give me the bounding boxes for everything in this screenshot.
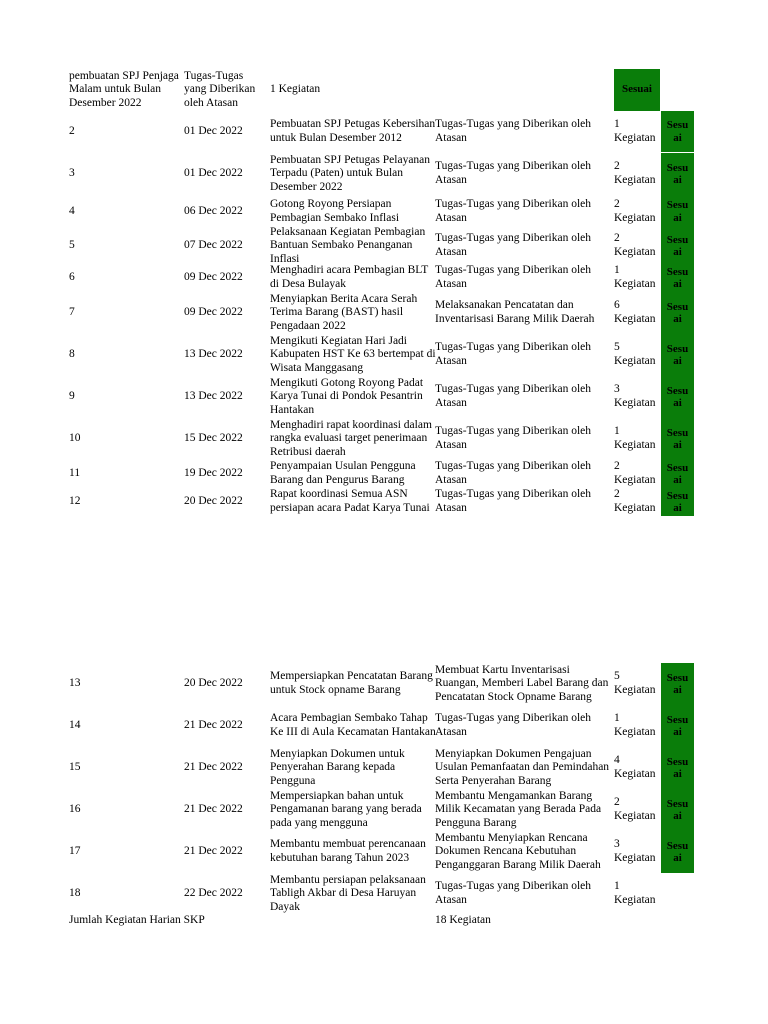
row-task: Tugas-Tugas yang Diberikan oleh Atasan <box>435 232 591 258</box>
row-task: Tugas-Tugas yang Diberikan oleh Atasan <box>435 712 591 738</box>
table-row <box>68 195 698 228</box>
row-date: 19 Dec 2022 <box>184 467 243 480</box>
row-quantity: 5 Kegiatan <box>614 341 656 367</box>
row-task: Membantu Menyiapkan Rencana Dokumen Rencana Kebutuhan Penganggaran Barang Milik Daerah <box>435 831 601 871</box>
row-date: 06 Dec 2022 <box>184 204 243 217</box>
row-quantity: 1 Kegiatan <box>614 117 656 144</box>
status-label: Sesuai <box>666 300 689 325</box>
table-row <box>68 418 698 460</box>
row-task: Tugas-Tugas yang Diberikan oleh Atasan <box>435 425 591 451</box>
row-date: 20 Dec 2022 <box>184 677 243 690</box>
row-quantity: 1 Kegiatan <box>614 264 656 290</box>
table-row <box>68 663 698 705</box>
row-date: 22 Dec 2022 <box>184 887 243 900</box>
table-row <box>68 334 698 376</box>
row-quantity: 2 Kegiatan <box>614 160 656 186</box>
header-row-text: pembuatan SPJ Penjaga Malam untuk Bulan Desember 2022 <box>69 69 179 109</box>
row-task: Tugas-Tugas yang Diberikan oleh Atasan <box>435 197 591 224</box>
header-row-qty: 1 Kegiatan <box>270 83 321 96</box>
status-label: Sesuai <box>666 384 689 409</box>
status-badge <box>661 264 694 292</box>
row-date: 09 Dec 2022 <box>184 306 243 319</box>
row-activity: Mengikuti Gotong Royong Padat Karya Tunai di Pondok Pesantrin Hantakan <box>270 376 424 416</box>
status-label: Sesuai <box>666 233 689 258</box>
table-row <box>68 831 698 873</box>
row-date: 21 Dec 2022 <box>184 803 243 816</box>
row-quantity: 2 Kegiatan <box>614 232 656 258</box>
status-label: Sesuai <box>666 461 689 486</box>
status-label: Sesuai <box>666 713 689 738</box>
row-date: 21 Dec 2022 <box>184 761 243 774</box>
row-number: 10 <box>69 432 81 445</box>
row-number: 9 <box>69 390 75 403</box>
row-number: 18 <box>69 887 81 900</box>
header-row-task: Tugas-Tugas yang Diberikan oleh Atasan <box>184 69 256 109</box>
row-task: Tugas-Tugas yang Diberikan oleh Atasan <box>435 383 591 409</box>
table-row <box>68 225 698 265</box>
status-badge <box>661 747 694 789</box>
row-task: Melaksanakan Pencatatan dan Inventarisasi Barang Milik Daerah <box>435 299 595 325</box>
table-row <box>68 747 698 789</box>
row-number: 3 <box>69 167 75 180</box>
status-badge <box>661 789 694 831</box>
row-task: Tugas-Tugas yang Diberikan oleh Atasan <box>435 488 591 514</box>
status-label: Sesuai <box>666 161 689 186</box>
status-badge <box>661 460 694 488</box>
row-quantity: 1 Kegiatan <box>614 880 656 906</box>
row-task: Tugas-Tugas yang Diberikan oleh Atasan <box>435 264 591 290</box>
status-badge <box>661 334 694 376</box>
row-activity: Mempersiapkan bahan untuk Pengamanan barang yang berada pada yang mengguna <box>270 789 422 829</box>
row-quantity: 2 Kegiatan <box>614 197 656 224</box>
table-row <box>68 111 698 152</box>
footer-label: Jumlah Kegiatan Harian SKP <box>69 914 205 926</box>
row-activity: Menyiapkan Dokumen untuk Penyerahan Barang kepada Pengguna <box>270 747 405 787</box>
row-number: 12 <box>69 495 81 508</box>
table-row <box>68 460 698 488</box>
status-badge <box>661 195 694 228</box>
table-row <box>68 153 698 195</box>
status-badge <box>661 153 694 195</box>
row-date: 09 Dec 2022 <box>184 271 243 284</box>
status-label: Sesuai <box>666 119 689 144</box>
row-number: 14 <box>69 719 81 732</box>
row-number: 17 <box>69 845 81 858</box>
row-activity: Membantu membuat perencanaan kebutuhan barang Tahun 2023 <box>270 838 426 864</box>
row-task: Tugas-Tugas yang Diberikan oleh Atasan <box>435 880 591 906</box>
row-task: Menyiapkan Dokumen Pengajuan Usulan Pemanfaatan dan Pemindahan Serta Penyerahan Barang <box>435 747 610 787</box>
row-number: 15 <box>69 761 81 774</box>
row-task: Tugas-Tugas yang Diberikan oleh Atasan <box>435 460 591 486</box>
header-row <box>68 69 698 111</box>
row-date: 21 Dec 2022 <box>184 845 243 858</box>
header-status-badge <box>614 69 660 111</box>
row-number: 16 <box>69 803 81 816</box>
row-activity: Penyampaian Usulan Pengguna Barang dan Pengurus Barang <box>270 460 416 486</box>
status-badge <box>661 111 694 152</box>
row-date: 01 Dec 2022 <box>184 124 243 137</box>
row-quantity: 6 Kegiatan <box>614 299 656 325</box>
row-quantity: 3 Kegiatan <box>614 383 656 409</box>
row-date: 01 Dec 2022 <box>184 167 243 180</box>
row-number: 11 <box>69 467 81 480</box>
status-badge <box>661 228 694 264</box>
status-label: Sesuai <box>666 199 689 224</box>
status-label: Sesuai <box>666 839 689 864</box>
table-row <box>68 705 698 747</box>
row-quantity: 2 Kegiatan <box>614 460 656 486</box>
row-quantity: 1 Kegiatan <box>614 712 656 738</box>
table-row <box>68 789 698 831</box>
row-activity: Pembuatan SPJ Petugas Pelayanan Terpadu (Paten) untuk Bulan Desember 2022 <box>270 153 431 193</box>
status-badge <box>661 292 694 334</box>
status-label: Sesuai <box>666 671 689 696</box>
status-badge <box>661 663 694 705</box>
status-badge <box>661 831 694 873</box>
footer-total: 18 Kegiatan <box>435 914 491 926</box>
status-badge <box>661 376 694 418</box>
status-label: Sesuai <box>666 755 689 780</box>
row-activity: Menghadiri acara Pembagian BLT di Desa Bulayak <box>270 264 429 290</box>
status-label: Sesuai <box>666 489 689 514</box>
status-label: Sesuai <box>666 797 689 822</box>
status-badge <box>661 488 694 516</box>
table-row <box>68 264 698 292</box>
row-activity: Menyiapkan Berita Acara Serah Terima Barang (BAST) hasil Pengadaan 2022 <box>270 292 418 332</box>
row-date: 15 Dec 2022 <box>184 432 243 445</box>
status-badge <box>661 418 694 460</box>
row-quantity: 2 Kegiatan <box>614 796 656 822</box>
row-number: 13 <box>69 677 81 690</box>
header-status-label: Sesuai <box>622 83 652 96</box>
table-row <box>68 292 698 334</box>
row-date: 13 Dec 2022 <box>184 348 243 361</box>
row-activity: Rapat koordinasi Semua ASN persiapan acara Padat Karya Tunai <box>270 488 430 514</box>
row-activity: Gotong Royong Persiapan Pembagian Sembako Inflasi <box>270 197 400 224</box>
status-label: Sesuai <box>666 265 689 290</box>
table-row <box>68 873 698 915</box>
row-date: 20 Dec 2022 <box>184 495 243 508</box>
row-number: 6 <box>69 271 75 284</box>
status-label: Sesuai <box>666 426 689 451</box>
row-task: Tugas-Tugas yang Diberikan oleh Atasan <box>435 117 591 144</box>
row-number: 2 <box>69 124 75 137</box>
row-date: 13 Dec 2022 <box>184 390 243 403</box>
row-activity: Pelaksanaan Kegiatan Pembagian Bantuan Sembako Penanganan Inflasi <box>270 225 426 265</box>
row-activity: Acara Pembagian Sembako Tahap Ke III di Aula Kecamatan Hantakan <box>270 712 436 738</box>
row-date: 07 Dec 2022 <box>184 239 243 252</box>
status-label: Sesuai <box>666 342 689 367</box>
row-activity: Mempersiapkan Pencatatan Barang untuk Stock opname Barang <box>270 670 433 696</box>
row-number: 7 <box>69 306 75 319</box>
row-number: 8 <box>69 348 75 361</box>
row-quantity: 1 Kegiatan <box>614 425 656 451</box>
row-quantity: 4 Kegiatan <box>614 754 656 780</box>
row-activity: Membantu persiapan pelaksanaan Tabligh Akbar di Desa Haruyan Dayak <box>270 873 426 913</box>
table-row <box>68 488 698 516</box>
row-task: Tugas-Tugas yang Diberikan oleh Atasan <box>435 341 591 367</box>
row-activity: Pembuatan SPJ Petugas Kebersihan untuk Bulan Desember 2012 <box>270 117 436 144</box>
row-number: 4 <box>69 204 75 217</box>
status-badge <box>661 705 694 747</box>
row-activity: Mengikuti Kegiatan Hari Jadi Kabupaten HST Ke 63 bertempat di Wisata Manggasang <box>270 334 436 374</box>
row-activity: Menghadiri rapat koordinasi dalam rangka evaluasi target penerimaan Retribusi daerah <box>270 418 432 458</box>
table-row <box>68 376 698 418</box>
row-date: 21 Dec 2022 <box>184 719 243 732</box>
row-task: Membantu Mengamankan Barang Milik Kecamatan yang Berada Pada Pengguna Barang <box>435 789 602 829</box>
row-number: 5 <box>69 239 75 252</box>
row-task: Tugas-Tugas yang Diberikan oleh Atasan <box>435 160 591 186</box>
row-quantity: 5 Kegiatan <box>614 670 656 696</box>
row-quantity: 2 Kegiatan <box>614 488 656 514</box>
row-quantity: 3 Kegiatan <box>614 838 656 864</box>
row-task: Membuat Kartu Inventarisasi Ruangan, Memberi Label Barang dan Pencatatan Stock Opname Barang <box>435 663 609 703</box>
